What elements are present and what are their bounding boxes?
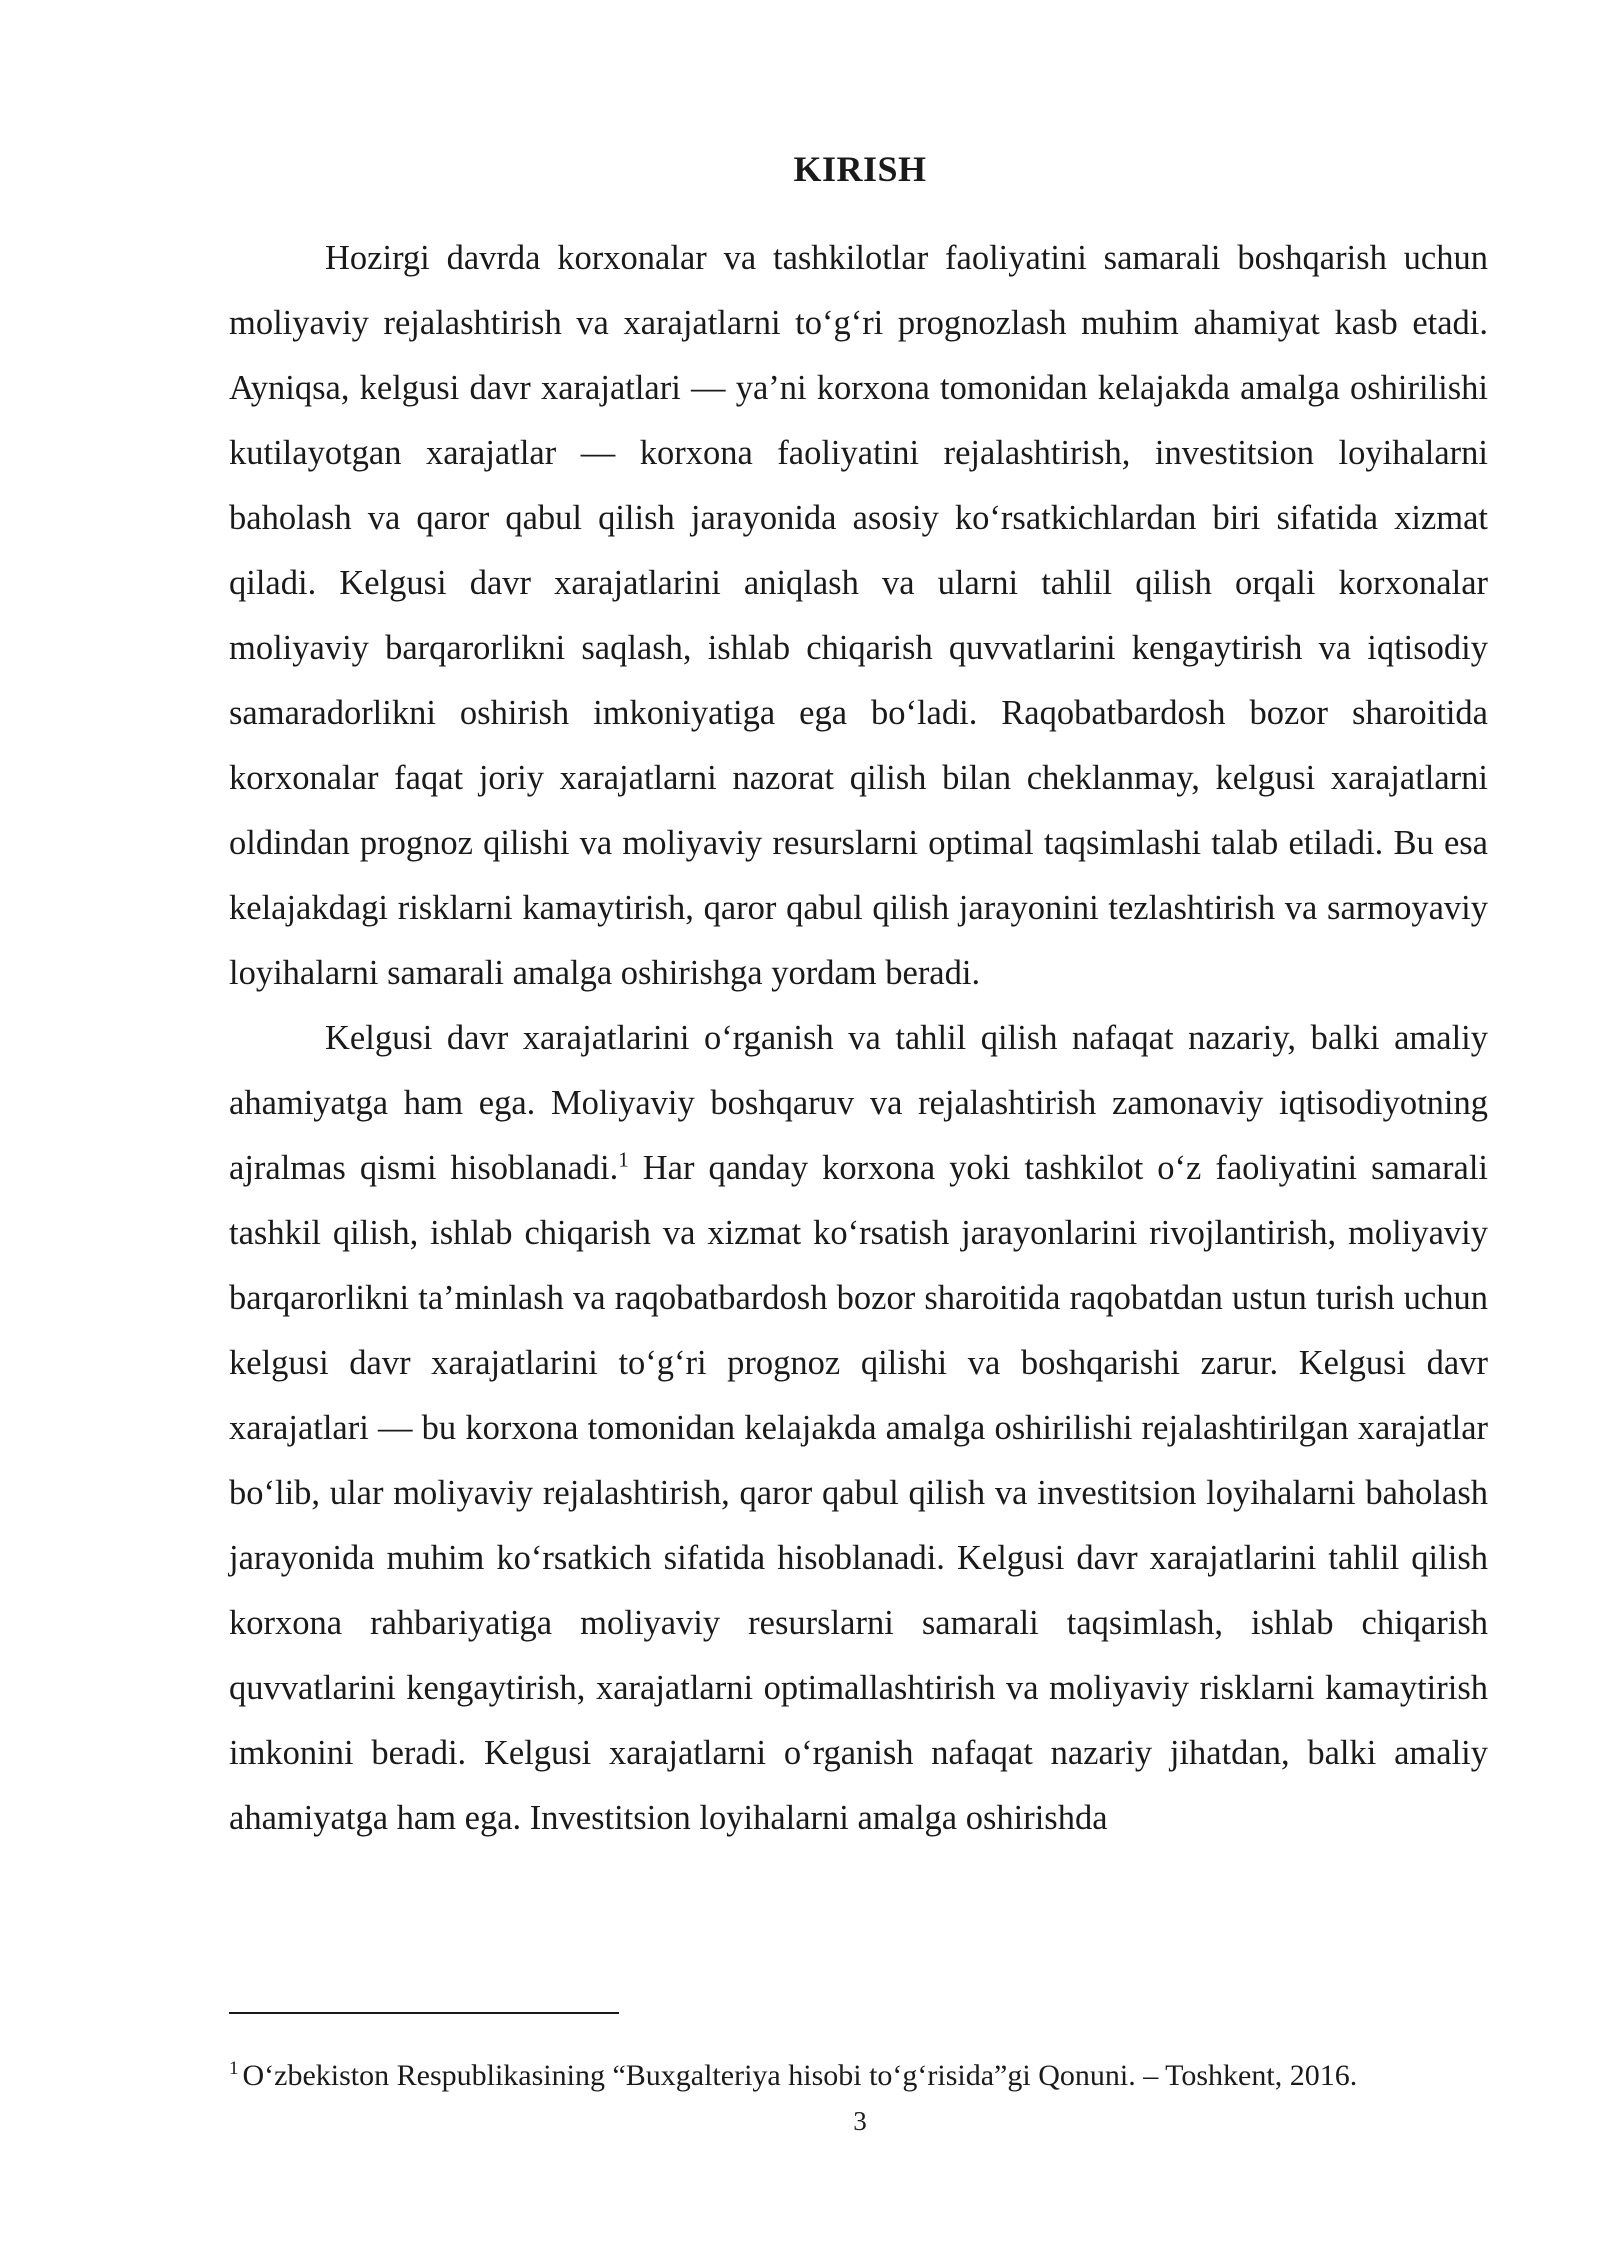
body-text [229, 226, 1488, 1851]
page-number: 3 [853, 2106, 867, 2136]
footnote-text: O‘zbekiston Respublikasining “Buxgalteriya hisobi to‘g‘risida”gi Qonuni. – Toshkent, 2016. [242, 2059, 1358, 2092]
footnote [229, 2058, 1529, 2094]
footnote-marker: 1 [229, 2058, 239, 2079]
footnote-reference[interactable]: 1 [618, 1147, 629, 1172]
footnote-separator [229, 2012, 619, 2014]
paragraph-2-part-2: Har qanday korxona yoki tashkilot o‘z faoliyatini samarali tashkil qilish, ishlab chiqarish va xizmat ko‘rsatish jarayonlarini rivojlantirish, moliyaviy barqarorlikni ta’minlash va raqobatbardosh bozor sharoitida raqobatdan ustun turish uchun kelgusi davr xarajatlarini to‘g‘ri prognoz qilishi va boshqarishi zarur. Kelgusi davr xarajatlari — bu korxona tomonidan kelajakda amalga oshirilishi rejalashtirilgan xarajatlar bo‘lib, ular moliyaviy rejalashtirish, qaror qabul qilish va investitsion loyihalarni baholash jarayonida muhim ko‘rsatkich sifatida hisoblanadi. Kelgusi davr xarajatlarini tahlil qilish korxona rahbariyatiga moliyaviy resurslarni samarali taqsimlash, ishlab chiqarish quvvatlarini kengaytirish, xarajatlarni optimallashtirish va moliyaviy risklarni kamaytirish imkonini beradi. Kelgusi xarajatlarni o‘rganish nafaqat nazariy jihatdan, balki amaliy ahamiyatga ham ega. Investitsion loyihalarni amalga oshirishda [229, 1149, 1488, 1837]
paragraph-1: Hozirgi davrda korxonalar va tashkilotlar faoliyatini samarali boshqarish uchun moliyaviy rejalashtirish va xarajatlarni to‘g‘ri prognozlash muhim ahamiyat kasb etadi. Ayniqsa, kelgusi davr xarajatlari — ya’ni korxona tomonidan kelajakda amalga oshirilishi kutilayotgan xarajatlar — korxona faoliyatini rejalashtirish, investitsion loyihalarni baholash va qaror qabul qilish jarayonida asosiy ko‘rsatkichlardan biri sifatida xizmat qiladi. Kelgusi davr xarajatlarini aniqlash va ularni tahlil qilish orqali korxonalar moliyaviy barqarorlikni saqlash, ishlab chiqarish quvvatlarini kengaytirish va iqtisodiy samaradorlikni oshirish imkoniyatiga ega bo‘ladi. Raqobatbardosh bozor sharoitida korxonalar faqat joriy xarajatlarni nazorat qilish bilan cheklanmay, kelgusi xarajatlarni oldindan prognoz qilishi va moliyaviy resurslarni optimal taqsimlashi talab etiladi. Bu esa kelajakdagi risklarni kamaytirish, qaror qabul qilish jarayonini tezlashtirish va sarmoyaviy loyihalarni samarali amalga oshirishga yordam beradi. [229, 239, 1488, 992]
paragraph-2-part-1: Kelgusi davr xarajatlarini o‘rganish va tahlil qilish nafaqat nazariy, balki amaliy ahamiyatga ham ega. Moliyaviy boshqaruv va rejalashtirish zamonaviy iqtisodiyotning ajralmas qismi hisoblanadi. [229, 1019, 1488, 1187]
paragraph-2 [229, 1006, 1488, 1851]
section-title: KIRISH [793, 149, 927, 189]
